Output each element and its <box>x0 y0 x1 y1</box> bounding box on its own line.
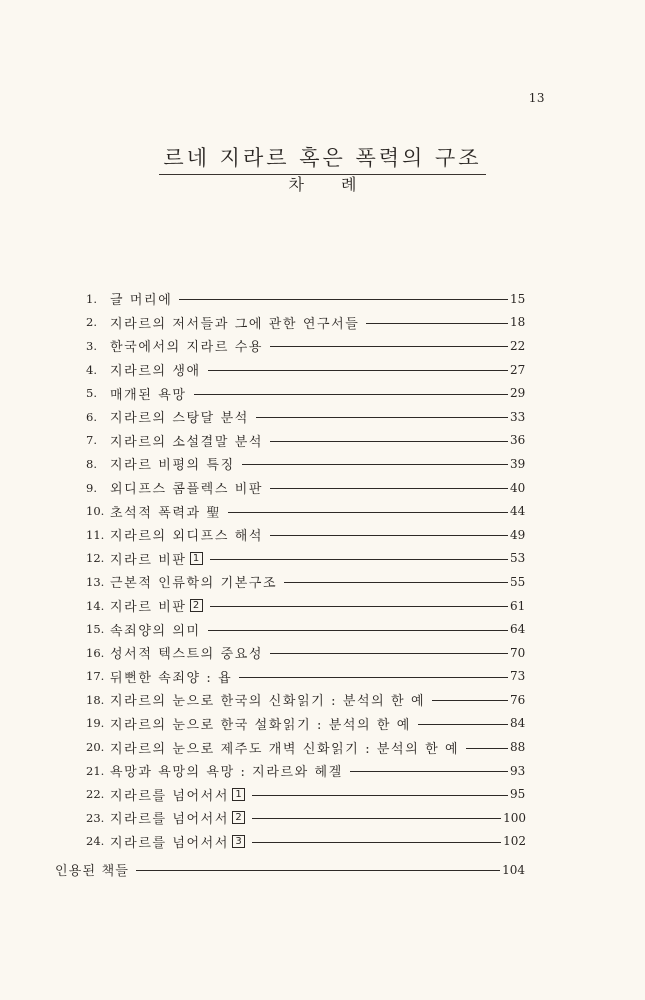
toc-entry-part-box: 2 <box>232 811 245 824</box>
toc-entry-page: 84 <box>510 716 526 731</box>
toc-entry[interactable] <box>86 594 526 618</box>
toc-entry-page: 70 <box>510 645 526 660</box>
toc-entry-page: 64 <box>510 622 526 637</box>
leader-line <box>270 346 508 347</box>
toc-entry-number: 8. <box>86 456 97 471</box>
references-page: 104 <box>502 862 525 877</box>
toc-entry-number: 22. <box>86 787 105 802</box>
toc-entry[interactable] <box>86 570 526 594</box>
leader-line <box>208 630 508 631</box>
toc-entry-part-box: 1 <box>232 788 245 801</box>
toc-entry-number: 3. <box>86 338 97 353</box>
toc-entry-page: 53 <box>510 551 526 566</box>
toc-entry-title: 지라르 비판 <box>110 600 187 616</box>
toc-entry-number: 20. <box>86 740 105 755</box>
leader-line <box>270 535 508 536</box>
toc-entry-title: 지라르를 넘어서서 <box>110 812 229 828</box>
table-of-contents <box>86 287 526 853</box>
toc-entry[interactable] <box>86 452 526 476</box>
toc-entry-number: 17. <box>86 669 105 684</box>
toc-entry-page: 29 <box>510 386 526 401</box>
toc-entry-title: 지라르의 외디프스 해석 <box>110 529 264 545</box>
toc-entry[interactable] <box>86 381 526 405</box>
toc-entry-page: 88 <box>510 740 526 755</box>
toc-entry-page: 93 <box>510 763 526 778</box>
toc-entry[interactable] <box>86 523 526 547</box>
book-title <box>0 142 645 175</box>
leader-line <box>256 417 508 418</box>
toc-entry-title: 외디프스 콤플렉스 비판 <box>110 482 264 498</box>
toc-entry[interactable] <box>86 712 526 736</box>
toc-entry-title: 지라르를 넘어서서 <box>110 835 229 851</box>
toc-entry-title: 뒤뻔한 속죄양 : 욥 <box>110 670 233 686</box>
toc-entry-title: 매개된 욕망 <box>110 387 187 403</box>
toc-entry[interactable] <box>86 287 526 311</box>
toc-entry-title: 지라르의 생애 <box>110 364 201 380</box>
toc-entry[interactable] <box>86 405 526 429</box>
toc-entry-number: 10. <box>86 504 105 519</box>
toc-entry[interactable] <box>86 358 526 382</box>
toc-entry-title: 지라르의 눈으로 한국의 신화읽기 : 분석의 한 예 <box>110 694 426 710</box>
toc-entry-title: 지라르의 눈으로 제주도 개벽 신화읽기 : 분석의 한 예 <box>110 741 460 757</box>
toc-entry-number: 13. <box>86 574 105 589</box>
toc-entry-title: 초석적 폭력과 聖 <box>110 505 222 521</box>
toc-entry-page: 73 <box>510 669 526 684</box>
toc-entry-title: 지라르 비판 <box>110 552 187 568</box>
toc-entry-number: 14. <box>86 598 105 613</box>
toc-entry-page: 18 <box>510 315 526 330</box>
toc-entry[interactable] <box>86 334 526 358</box>
toc-entry-title: 지라르의 스탕달 분석 <box>110 411 249 427</box>
toc-entry[interactable] <box>86 476 526 500</box>
toc-entry-title: 근본적 인류학의 기본구조 <box>110 576 278 592</box>
toc-entry[interactable] <box>86 665 526 689</box>
toc-entry-number: 16. <box>86 645 105 660</box>
toc-entry-part-box: 3 <box>232 835 245 848</box>
toc-entry-title: 지라르의 눈으로 한국 설화읽기 : 분석의 한 예 <box>110 717 411 733</box>
toc-entry-page: 55 <box>510 574 526 589</box>
leader-line <box>284 582 508 583</box>
references-title: 인용된 책들 <box>55 864 130 879</box>
toc-entry[interactable] <box>86 499 526 523</box>
references-entry[interactable] <box>55 860 525 879</box>
toc-entry-number: 6. <box>86 409 97 424</box>
leader-line <box>210 606 508 607</box>
toc-entry-page: 76 <box>510 692 526 707</box>
toc-entry[interactable] <box>86 688 526 712</box>
toc-entry[interactable] <box>86 641 526 665</box>
toc-entry-number: 23. <box>86 810 105 825</box>
toc-entry-part-box: 2 <box>190 599 203 612</box>
toc-entry-page: 36 <box>510 433 526 448</box>
toc-entry-title: 지라르를 넘어서서 <box>110 788 229 804</box>
toc-entry-title: 속죄양의 의미 <box>110 623 201 639</box>
toc-entry[interactable] <box>86 782 526 806</box>
toc-entry[interactable] <box>86 617 526 641</box>
leader-line <box>466 748 508 749</box>
leader-line <box>252 818 501 819</box>
toc-entry-page: 15 <box>510 291 526 306</box>
toc-entry-page: 100 <box>503 810 526 825</box>
toc-entry-page: 102 <box>503 834 526 849</box>
toc-entry-number: 5. <box>86 386 97 401</box>
leader-line <box>418 724 508 725</box>
toc-entry-part-box: 1 <box>190 552 203 565</box>
leader-line <box>179 299 508 300</box>
leader-line <box>242 464 508 465</box>
toc-entry-title: 욕망과 욕망의 욕망 : 지라르와 헤겔 <box>110 765 343 781</box>
toc-entry[interactable] <box>86 830 526 854</box>
leader-line <box>210 559 508 560</box>
toc-entry-number: 19. <box>86 716 105 731</box>
toc-entry-title: 한국에서의 지라르 수용 <box>110 340 264 356</box>
toc-entry-number: 11. <box>86 527 105 542</box>
leader-line <box>136 870 500 871</box>
leader-line <box>270 488 508 489</box>
leader-line <box>252 842 501 843</box>
book-title-text: 르네 지라르 혹은 폭력의 구조 <box>159 142 485 175</box>
toc-entry[interactable] <box>86 806 526 830</box>
toc-entry-page: 49 <box>510 527 526 542</box>
toc-entry-page: 27 <box>510 362 526 377</box>
toc-entry-title: 지라르의 소설결말 분석 <box>110 434 264 450</box>
toc-entry-title: 성서적 텍스트의 중요성 <box>110 647 264 663</box>
toc-entry-number: 12. <box>86 551 105 566</box>
toc-entry-page: 40 <box>510 480 526 495</box>
toc-entry-page: 95 <box>510 787 526 802</box>
toc-entry-title: 지라르의 저서들과 그에 관한 연구서들 <box>110 316 360 332</box>
toc-entry-page: 33 <box>510 409 526 424</box>
leader-line <box>432 700 508 701</box>
toc-entry[interactable] <box>86 759 526 783</box>
toc-entry-title: 지라르 비평의 특징 <box>110 458 235 474</box>
toc-entry-number: 2. <box>86 315 97 330</box>
leader-line <box>239 677 508 678</box>
toc-entry-number: 21. <box>86 763 105 778</box>
toc-entry-page: 61 <box>510 598 526 613</box>
toc-entry-page: 44 <box>510 504 526 519</box>
toc-entry[interactable] <box>86 429 526 453</box>
leader-line <box>366 323 508 324</box>
leader-line <box>270 441 508 442</box>
toc-entry-number: 1. <box>86 291 97 306</box>
leader-line <box>228 512 508 513</box>
toc-entry-number: 24. <box>86 834 105 849</box>
toc-entry-number: 7. <box>86 433 97 448</box>
toc-entry-title: 글 머리에 <box>110 293 173 309</box>
toc-entry[interactable] <box>86 547 526 571</box>
leader-line <box>350 771 508 772</box>
toc-entry[interactable] <box>86 311 526 335</box>
toc-entry-number: 4. <box>86 362 97 377</box>
leader-line <box>194 394 508 395</box>
leader-line <box>208 370 508 371</box>
toc-entry-page: 39 <box>510 456 526 471</box>
page-number: 13 <box>528 91 545 105</box>
leader-line <box>252 795 508 796</box>
toc-entry-number: 15. <box>86 622 105 637</box>
toc-entry-number: 9. <box>86 480 97 495</box>
leader-line <box>270 653 508 654</box>
toc-entry-page: 22 <box>510 338 526 353</box>
contents-heading: 차 례 <box>288 175 373 194</box>
toc-entry-number: 18. <box>86 692 105 707</box>
toc-entry[interactable] <box>86 735 526 759</box>
